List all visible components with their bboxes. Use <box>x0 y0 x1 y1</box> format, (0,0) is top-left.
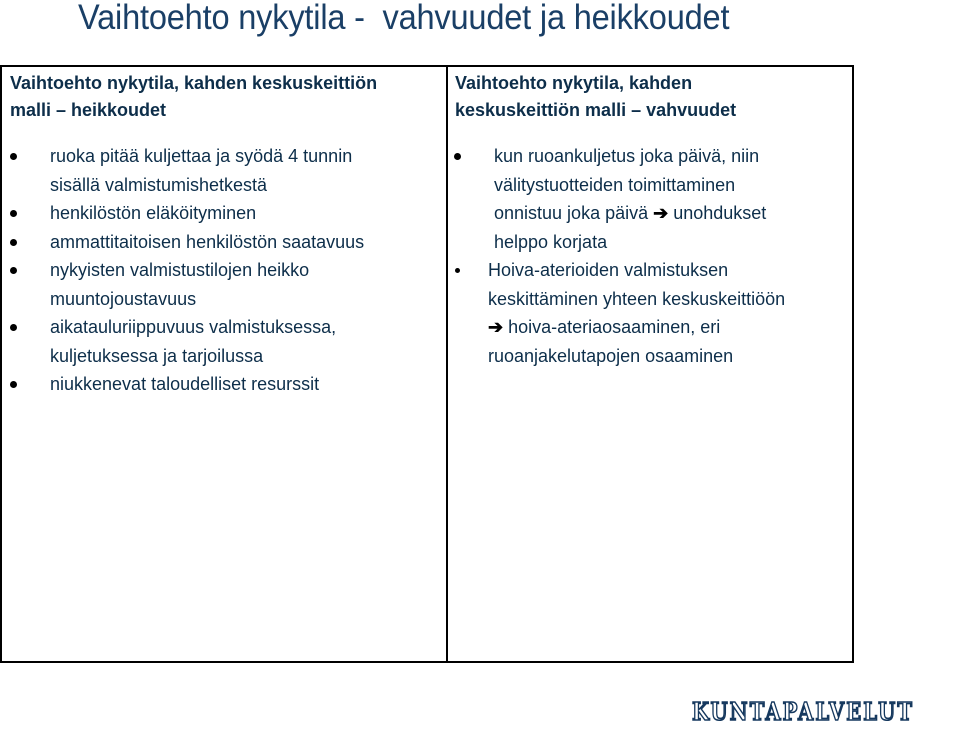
list-item-text: onnistuu joka päivä <box>494 203 649 223</box>
list-item <box>2 256 442 313</box>
bullet-icon <box>10 324 17 331</box>
strengths-header-line-1: Vaihtoehto nykytila, kahden <box>455 73 693 93</box>
list-item <box>2 313 442 370</box>
bullet-icon <box>10 267 17 274</box>
list-item-text: kuljetuksessa ja tarjoilussa <box>50 345 264 366</box>
strengths-header-line-2: keskuskeittiön malli – vahvuudet <box>455 100 737 120</box>
strengths-column <box>448 67 852 661</box>
list-item-line <box>494 199 848 228</box>
list-item-text: välitystuotteiden toimittaminen <box>494 174 736 195</box>
bullet-icon <box>10 239 17 246</box>
bullet-icon <box>10 210 17 217</box>
list-item <box>2 370 442 399</box>
list-item <box>2 228 442 257</box>
bullet-icon <box>454 153 461 160</box>
arrow-right-icon: ➔ <box>653 203 669 223</box>
bullet-icon <box>10 381 17 388</box>
list-item-text: muuntojoustavuus <box>50 288 197 309</box>
list-item-line <box>488 313 848 342</box>
list-item-text: helppo korjata <box>494 231 608 252</box>
strengths-list <box>448 142 848 370</box>
weaknesses-header-line-1: Vaihtoehto nykytila, kahden keskuskeittiön <box>10 73 378 93</box>
arrow-right-icon: ➔ <box>488 317 504 337</box>
list-item-text: sisällä valmistumishetkestä <box>50 174 268 195</box>
list-item-text: henkilöstön eläköityminen <box>50 203 257 223</box>
list-item-text: kun ruoankuljetus joka päivä, niin <box>494 146 760 166</box>
list-item-text: ammattitaitoisen henkilöstön saatavuus <box>50 231 365 252</box>
list-item-text: aikatauluriippuvuus valmistuksessa, <box>50 317 337 337</box>
list-item-text: Hoiva-aterioiden valmistuksen <box>488 260 729 280</box>
strengths-header <box>455 70 736 124</box>
list-item-text: niukkenevat taloudelliset resurssit <box>50 374 320 394</box>
bullet-icon <box>10 153 17 160</box>
list-item <box>2 199 442 228</box>
list-item-text: nykyisten valmistustilojen heikko <box>50 260 310 280</box>
weaknesses-header-line-2: malli – heikkoudet <box>10 100 167 120</box>
list-item-text: unohdukset <box>673 203 767 223</box>
weaknesses-column <box>2 67 448 661</box>
weaknesses-list <box>2 142 442 399</box>
list-item-text: keskittäminen yhteen keskuskeittiöön <box>488 288 786 309</box>
list-item-text: ruoanjakelutapojen osaaminen <box>488 345 734 366</box>
slide-title: Vaihtoehto nykytila - vahvuudet ja heikkoudet <box>78 0 730 37</box>
bullet-icon <box>455 268 460 273</box>
list-item <box>2 142 442 199</box>
kuntapalvelut-logo: KUNTAPALVELUT <box>692 697 915 726</box>
comparison-table <box>0 65 854 663</box>
weaknesses-header <box>10 70 377 124</box>
list-item <box>448 142 848 256</box>
list-item <box>448 256 848 370</box>
list-item-text: hoiva-ateriaosaaminen, eri <box>508 317 721 337</box>
list-item-text: ruoka pitää kuljettaa ja syödä 4 tunnin <box>50 146 353 166</box>
